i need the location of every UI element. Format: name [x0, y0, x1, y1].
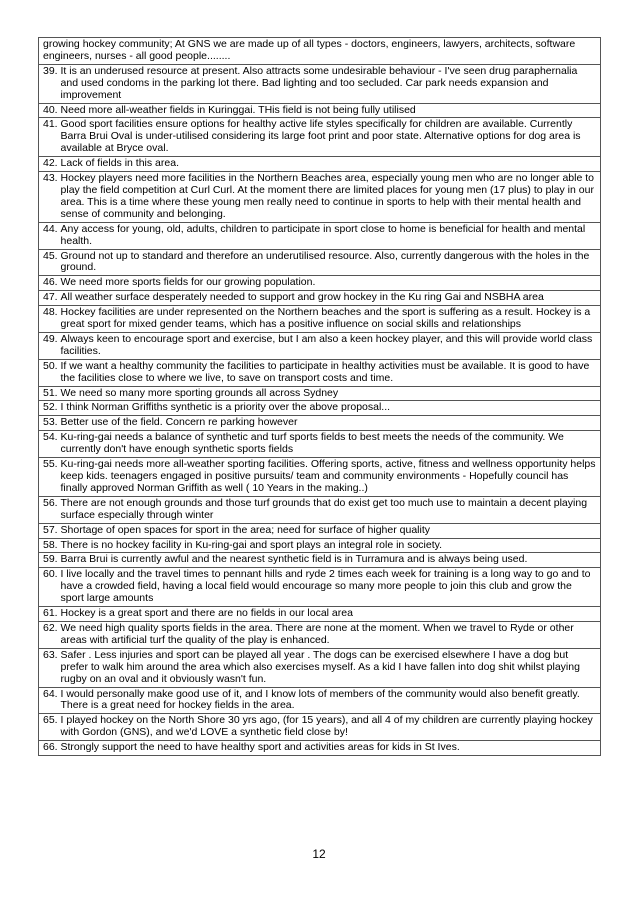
response-row	[38, 539, 601, 554]
response-row	[38, 553, 601, 568]
response-text: Ku-ring-gai needs more all-weather sporting facilities. Offering sports, active, fitness and wellness opportunity helps keep kids. teenagers engaged in positive pursuits/ team and community environments - Hopefully council has finally approved Norman Griffith as well ( 10 Years in the making..)	[60, 458, 596, 494]
response-text: It is an underused resource at present. Also attracts some undesirable behaviour - I've seen drug paraphernalia and used condoms in the parking lot there. Bad lighting and too secluded. Car park needs expansion and improvement	[60, 64, 578, 101]
response-number: 53.	[43, 416, 61, 429]
response-row	[38, 250, 601, 277]
response-text: Ground not up to standard and therefore an underutilised resource. Also, currently dangerous with the holes in the ground.	[60, 249, 590, 274]
response-text: Hockey players need more facilities in the Northern Beaches area, especially young men who are no longer able to play the field competition at Curl Curl. At the moment there are limited places for young men (17 plus) to play in our area. This is a time where these young men really need to continue in sports to help with their mental health and sense of community and belonging.	[60, 172, 594, 220]
response-text: Always keen to encourage sport and exercise, but I am also a keen hockey player, and this will provide world class facilities.	[60, 332, 593, 357]
response-text: I would personally make good use of it, and I know lots of members of the community would also benefit greatly. There is a great need for hockey fields in the area.	[60, 687, 580, 712]
response-text: If we want a healthy community the facilities to participate in healthy activities must be available. It is good to have the facilities close to where we live, to save on transport costs and time.	[60, 359, 590, 384]
response-number: 46.	[43, 276, 61, 289]
response-row	[38, 360, 601, 387]
response-number: 65.	[43, 714, 61, 727]
response-number: 63.	[43, 648, 61, 661]
response-text: I live locally and the travel times to pennant hills and ryde 2 times each week for training is a long way to go and to have a crowded field, having a local field would encourage so many more people to join this club and grow the sport large amounts	[60, 568, 591, 605]
response-text: All weather surface desperately needed to support and grow hockey in the Ku ring Gai and NSBHA area	[60, 291, 544, 304]
response-text: Better use of the field. Concern re parking however	[60, 416, 298, 429]
response-text: We need so many more sporting grounds all across Sydney	[60, 386, 339, 399]
response-row	[38, 333, 601, 360]
response-number: 47.	[43, 291, 61, 304]
response-row	[38, 223, 601, 250]
response-number: 41.	[43, 118, 61, 131]
response-number: 64.	[43, 687, 61, 700]
response-number: 49.	[43, 332, 61, 345]
response-row	[38, 688, 601, 715]
response-row	[38, 118, 601, 157]
response-number: 60.	[43, 568, 61, 581]
response-text: Safer . Less injuries and sport can be played all year . The dogs can be exercised elsewhere I have a dog but prefer to walk him around the area which also exercises myself. As a kid I have fallen into dog shit whilst playing rugby on an oval and it obviously wasn't fun.	[60, 648, 580, 685]
response-row	[38, 291, 601, 306]
response-number: 62.	[43, 621, 61, 634]
response-number: 66.	[43, 741, 61, 754]
response-number: 50.	[43, 359, 61, 372]
response-number: 59.	[43, 553, 61, 566]
response-row	[38, 741, 601, 756]
response-text: There is no hockey facility in Ku-ring-gai and sport plays an integral role in society.	[60, 538, 443, 551]
responses-table	[38, 37, 601, 756]
page-number: 12	[312, 847, 326, 861]
response-row	[38, 65, 601, 104]
response-number: 55.	[43, 458, 61, 471]
response-row	[38, 524, 601, 539]
response-number: 43.	[43, 172, 61, 185]
response-text: I think Norman Griffiths synthetic is a priority over the above proposal...	[60, 401, 391, 414]
response-text: Need more all-weather fields in Kuringgai. THis field is not being fully utilised	[60, 103, 416, 116]
response-row	[38, 306, 601, 333]
response-number: 40.	[43, 103, 61, 116]
response-text: Any access for young, old, adults, children to participate in sport close to home is beneficial for health and mental health.	[60, 222, 586, 247]
response-row	[38, 714, 601, 741]
response-number: 48.	[43, 306, 61, 319]
response-text: Hockey is a great sport and there are no fields in our local area	[60, 607, 353, 620]
response-text: There are not enough grounds and those turf grounds that do exist get too much use to maintain a decent playing surface especially through winter	[60, 496, 588, 521]
response-row	[38, 172, 601, 223]
response-row	[38, 401, 601, 416]
response-row	[38, 607, 601, 622]
response-row	[38, 38, 601, 65]
response-row	[38, 416, 601, 431]
response-text: Hockey facilities are under represented on the Northern beaches and the sport is suffering as a result. Hockey is a great sport for mixed gender teams, which has a positive influence on social skills and relationships	[60, 306, 591, 331]
response-number: 54.	[43, 431, 61, 444]
response-text: growing hockey community; At GNS we are made up of all types - doctors, engineers, lawyers, architects, software engineers, nurses - all good people........	[43, 38, 576, 62]
response-row	[38, 622, 601, 649]
response-row	[38, 104, 601, 119]
response-number: 45.	[43, 249, 61, 262]
response-text: Barra Brui is currently awful and the nearest synthetic field is in Turramura and is always being used.	[60, 553, 528, 566]
response-row	[38, 276, 601, 291]
response-text: Lack of fields in this area.	[60, 157, 179, 170]
response-number: 56.	[43, 496, 61, 509]
response-row	[38, 568, 601, 607]
response-number: 57.	[43, 523, 61, 536]
response-number: 42.	[43, 157, 61, 170]
response-row	[38, 387, 601, 402]
response-text: Good sport facilities ensure options for healthy active life styles specifically for children are available. Currently Barra Brui Oval is under-utilised considering its large foot print and poor state. Alternative options for dog area is available at Bryce oval.	[60, 118, 581, 155]
response-text: Ku-ring-gai needs a balance of synthetic and turf sports fields to best meets the needs of the community. We currently don't have enough synthetic sports fields	[60, 431, 564, 456]
response-number: 39.	[43, 64, 61, 77]
response-text: We need high quality sports fields in the area. There are none at the moment. When we travel to Ryde or other areas with artificial turf the quality of the play is enhanced.	[60, 621, 574, 646]
response-number: 44.	[43, 222, 61, 235]
response-row	[38, 431, 601, 458]
response-text: I played hockey on the North Shore 30 yrs ago, (for 15 years), and all 4 of my children are currently playing hockey with Gordon (GNS), and we'd LOVE a synthetic field close by!	[60, 714, 593, 739]
response-text: Strongly support the need to have healthy sport and activities areas for kids in St Ives.	[60, 741, 460, 754]
response-number: 58.	[43, 538, 61, 551]
response-row	[38, 157, 601, 172]
response-number: 51.	[43, 386, 61, 399]
response-text: We need more sports fields for our growing population.	[60, 276, 316, 289]
response-row	[38, 649, 601, 688]
response-row	[38, 458, 601, 497]
response-number: 61.	[43, 607, 61, 620]
response-row	[38, 497, 601, 524]
response-text: Shortage of open spaces for sport in the area; need for surface of higher quality	[60, 523, 430, 536]
response-number: 52.	[43, 401, 61, 414]
